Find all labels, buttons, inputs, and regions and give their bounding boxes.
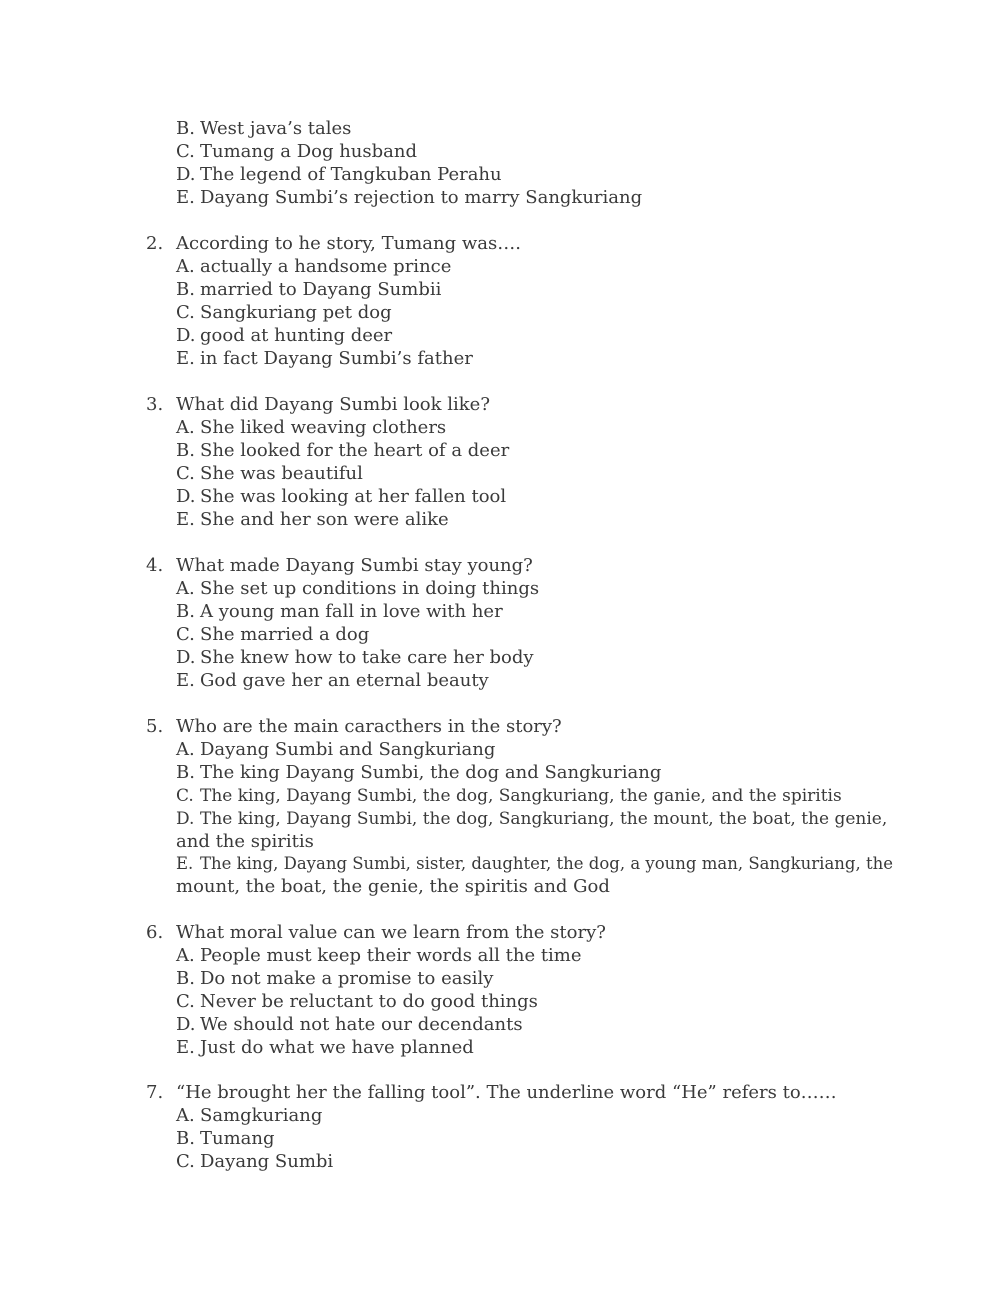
q3-option-b — [176, 440, 509, 462]
option-text: People must keep their words all the time — [200, 945, 582, 966]
option-text: She was beautiful — [200, 463, 363, 484]
q5-option-d — [176, 808, 887, 830]
q4-option-a — [176, 578, 539, 600]
q6-option-e — [176, 1037, 474, 1059]
q5-option-a — [176, 739, 495, 761]
q1-option-c — [176, 141, 417, 163]
q7-number: 7. — [146, 1082, 164, 1103]
option-text: married to Dayang Sumbii — [200, 279, 442, 300]
q5-option-e-continued: mount, the boat, the genie, the spiritis and God — [176, 876, 610, 897]
option-text: Never be reluctant to do good things — [200, 991, 538, 1012]
option-letter: A. — [176, 256, 195, 277]
option-letter: B. — [176, 1128, 195, 1149]
option-text: She knew how to take care her body — [200, 647, 534, 668]
q2-number: 2. — [146, 233, 164, 254]
option-text: She liked weaving clothers — [200, 417, 447, 438]
q4-option-b — [176, 601, 503, 623]
option-text: The king, Dayang Sumbi, the dog, Sangkuriang, the ganie, and the spiritis — [200, 786, 842, 806]
q2-question: According to he story, Tumang was…. — [176, 233, 521, 254]
option-letter: B. — [176, 762, 195, 783]
option-text: God gave her an eternal beauty — [200, 670, 489, 691]
q5-question: Who are the main caracthers in the story? — [176, 716, 562, 737]
q5-option-b — [176, 762, 661, 784]
option-text: The king Dayang Sumbi, the dog and Sangkuriang — [200, 762, 662, 783]
q6-question: What moral value can we learn from the story? — [176, 922, 606, 943]
q6-number: 6. — [146, 922, 164, 943]
option-letter: C. — [176, 141, 195, 162]
q7-option-c — [176, 1151, 333, 1173]
option-text: Tumang a Dog husband — [200, 141, 417, 162]
option-letter: A. — [176, 578, 195, 599]
option-letter: E. — [176, 1037, 195, 1058]
option-letter: B. — [176, 279, 195, 300]
option-letter: D. — [176, 809, 195, 829]
q3-option-c — [176, 463, 363, 485]
q4-option-c — [176, 624, 369, 646]
option-letter: A. — [176, 739, 195, 760]
q7-option-b — [176, 1128, 275, 1150]
option-text: Tumang — [200, 1128, 275, 1149]
option-text: She looked for the heart of a deer — [200, 440, 510, 461]
option-letter: C. — [176, 463, 195, 484]
option-text: She was looking at her fallen tool — [200, 486, 507, 507]
option-text: The legend of Tangkuban Perahu — [200, 164, 502, 185]
option-text: She set up conditions in doing things — [200, 578, 540, 599]
q1-option-d — [176, 164, 502, 186]
option-text: Do not make a promise to easily — [200, 968, 494, 989]
option-letter: E. — [176, 348, 195, 369]
q1-option-e — [176, 187, 642, 209]
q5-option-e — [176, 853, 893, 875]
option-letter: E. — [176, 509, 195, 530]
option-letter: E. — [176, 854, 194, 873]
option-text: actually a handsome prince — [200, 256, 452, 277]
q4-option-e — [176, 670, 489, 692]
q3-number: 3. — [146, 394, 164, 415]
option-text: Just do what we have planned — [200, 1037, 474, 1058]
option-text: We should not hate our decendants — [200, 1014, 523, 1035]
option-letter: A. — [176, 945, 195, 966]
q2-option-e — [176, 348, 473, 370]
q5-option-c — [176, 785, 842, 807]
option-text: A young man fall in love with her — [200, 601, 503, 622]
option-letter: C. — [176, 1151, 195, 1172]
q6-option-c — [176, 991, 538, 1013]
option-text: Sangkuriang pet dog — [200, 302, 392, 323]
option-letter: E. — [176, 187, 195, 208]
option-letter: B. — [176, 968, 195, 989]
option-text: The king, Dayang Sumbi, the dog, Sangkuriang, the mount, the boat, the genie, — [200, 809, 888, 829]
option-text: Dayang Sumbi’s rejection to marry Sangkuriang — [200, 187, 643, 208]
q4-question: What made Dayang Sumbi stay young? — [176, 555, 533, 576]
q2-option-d — [176, 325, 392, 347]
q4-number: 4. — [146, 555, 164, 576]
q3-option-a — [176, 417, 446, 439]
q3-question: What did Dayang Sumbi look like? — [176, 394, 490, 415]
q3-option-d — [176, 486, 506, 508]
q6-option-a — [176, 945, 582, 967]
q7-question: “He brought her the falling tool”. The underline word “He” refers to…… — [176, 1082, 837, 1103]
option-letter: B. — [176, 118, 195, 139]
option-text: West java’s tales — [200, 118, 352, 139]
option-text: She married a dog — [200, 624, 370, 645]
option-letter: B. — [176, 440, 195, 461]
option-letter: E. — [176, 670, 195, 691]
option-text: in fact Dayang Sumbi’s father — [200, 348, 473, 369]
option-text: Dayang Sumbi and Sangkuriang — [200, 739, 496, 760]
q6-option-d — [176, 1014, 523, 1036]
q2-option-b — [176, 279, 441, 301]
option-letter: C. — [176, 624, 195, 645]
q7-option-a — [176, 1105, 322, 1127]
option-text: The king, Dayang Sumbi, sister, daughter, the dog, a young man, Sangkuriang, the — [200, 854, 893, 873]
q1-option-b — [176, 118, 351, 140]
option-letter: D. — [176, 325, 196, 346]
option-text: Dayang Sumbi — [200, 1151, 334, 1172]
q2-option-a — [176, 256, 451, 278]
option-letter: A. — [176, 1105, 195, 1126]
q6-option-b — [176, 968, 493, 990]
option-letter: D. — [176, 486, 196, 507]
q5-number: 5. — [146, 716, 164, 737]
option-letter: D. — [176, 647, 196, 668]
option-letter: C. — [176, 302, 195, 323]
option-letter: D. — [176, 1014, 196, 1035]
option-letter: B. — [176, 601, 195, 622]
option-letter: A. — [176, 417, 195, 438]
option-letter: C. — [176, 786, 194, 806]
option-text: Samgkuriang — [200, 1105, 323, 1126]
option-text: She and her son were alike — [200, 509, 449, 530]
q4-option-d — [176, 647, 534, 669]
q3-option-e — [176, 509, 449, 531]
q5-option-d-continued: and the spiritis — [176, 831, 314, 852]
option-text: good at hunting deer — [200, 325, 393, 346]
option-letter: C. — [176, 991, 195, 1012]
option-letter: D. — [176, 164, 196, 185]
q2-option-c — [176, 302, 392, 324]
